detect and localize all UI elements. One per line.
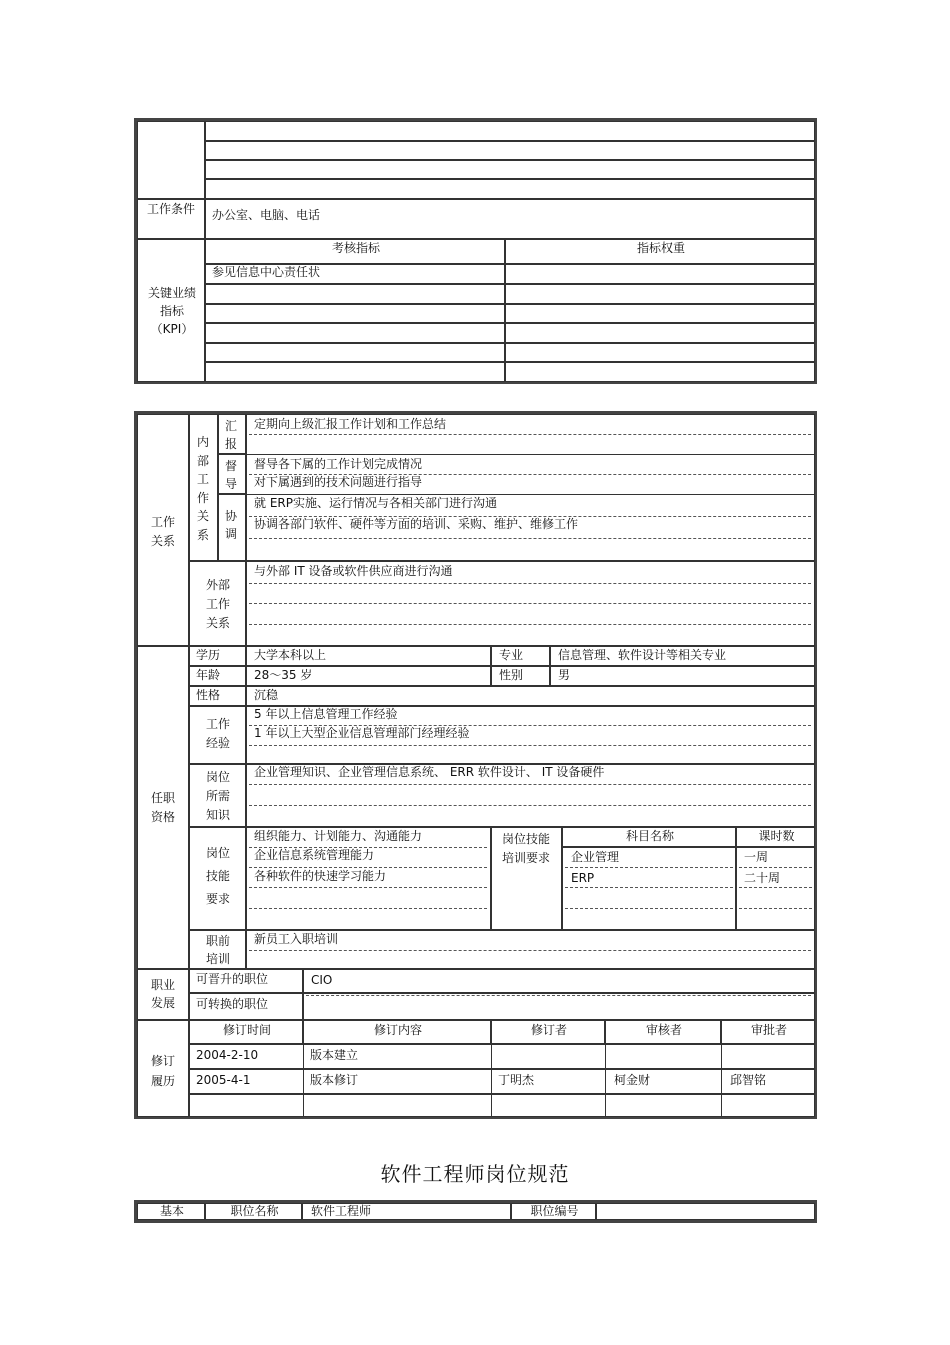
kpi-row	[205, 304, 505, 323]
rev-row-2-content: 版本修订	[310, 1073, 359, 1087]
transfer-label: 可转换的职位	[196, 997, 269, 1011]
rev-row-2-date: 2005-4-1	[196, 1073, 251, 1087]
rev-row-2-approve: 邱智铭	[730, 1073, 767, 1087]
supervise-text-1: 督导各下属的工作计划完成情况	[254, 457, 423, 471]
pre-training-label: 职前培训	[205, 934, 230, 966]
blank-row	[205, 179, 815, 199]
rev-row-1-date: 2004-2-10	[196, 1048, 259, 1062]
age-label: 年龄	[196, 668, 221, 682]
sex-value: 男	[558, 668, 571, 682]
coordinate-label-cell	[218, 494, 246, 561]
kpi-row-weight	[505, 264, 815, 284]
hours-header-text: 课时数	[758, 829, 795, 843]
character-value: 沉稳	[254, 688, 279, 702]
kpi-row-weight	[505, 304, 815, 323]
rev-time-header-text: 修订时间	[222, 1023, 271, 1037]
kpi-row	[205, 362, 505, 382]
training-label: 岗位技能培训要求	[502, 832, 551, 865]
supervise-label-cell	[218, 454, 246, 494]
subject-header	[562, 827, 736, 847]
sex-value-cell	[550, 666, 815, 686]
rev-time-header	[189, 1020, 303, 1044]
major-label: 专业	[499, 648, 524, 662]
age-value: 28～35 岁	[254, 668, 313, 682]
external-label: 外部工作关系	[205, 578, 230, 630]
pre-training-value: 新员工入职培训	[254, 932, 339, 946]
blank-row	[205, 121, 815, 141]
character-label-cell	[189, 686, 246, 706]
career-label: 职业发展	[150, 978, 175, 1010]
report-label-cell	[218, 414, 246, 454]
skill-text-2: 企业信息系统管理能力	[254, 848, 375, 862]
kpi-index-header	[205, 239, 505, 264]
knowledge-label: 岗位所需知识	[205, 770, 230, 822]
experience-text-2: 1 年以上大型企业信息管理部门经理经验	[254, 726, 470, 740]
position-no-label-cell	[511, 1203, 596, 1220]
knowledge-text: 企业管理知识、企业管理信息系统、 ERR 软件设计、 IT 设备硬件	[254, 765, 605, 779]
job-table-main	[134, 411, 817, 1119]
hours-2: 二十周	[744, 871, 781, 885]
rev-content-header	[303, 1020, 491, 1044]
position-no-value-cell	[596, 1203, 815, 1220]
rev-row-2-by: 丁明杰	[498, 1073, 535, 1087]
subject-2: ERP	[571, 871, 595, 885]
kpi-row-weight	[505, 343, 815, 362]
experience-label: 工作经验	[205, 717, 230, 750]
coordinate-text-2: 协调各部门软件、硬件等方面的培训、采购、维护、维修工作	[254, 517, 579, 531]
blank-row	[205, 141, 815, 160]
kpi-row	[205, 264, 505, 284]
subject-header-text: 科目名称	[625, 829, 674, 843]
transfer-value-cell	[303, 993, 815, 1020]
report-label: 汇报	[224, 419, 237, 451]
hours-1: 一周	[744, 850, 769, 864]
kpi-row-weight	[505, 323, 815, 343]
promote-label: 可晋升的职位	[196, 972, 269, 986]
internal-label: 内部工作关系	[196, 435, 209, 542]
rev-row-2-check: 柯金财	[614, 1073, 651, 1087]
kpi-label-cell	[137, 239, 205, 382]
work-condition-value: 办公室、电脑、电话	[212, 208, 321, 222]
job-table-top	[134, 118, 817, 384]
coordinate-label: 协调	[224, 509, 237, 541]
qualification-label-cell	[137, 646, 189, 969]
kpi-row-weight	[505, 362, 815, 382]
skill-label-cell	[189, 827, 246, 930]
major-value: 信息管理、软件设计等相关专业	[558, 648, 727, 662]
external-text: 与外部 IT 设备或软件供应商进行沟通	[254, 564, 453, 578]
revision-label-cell	[137, 1020, 189, 1117]
rev-content-header-text: 修订内容	[373, 1023, 422, 1037]
training-label-cell	[491, 827, 562, 930]
work-relation-label-cell	[137, 414, 189, 646]
major-value-cell	[550, 646, 815, 666]
rev-by-header-text: 修订者	[530, 1023, 567, 1037]
kpi-row-weight	[505, 284, 815, 304]
kpi-row	[205, 343, 505, 362]
rev-approve-header-text: 审批者	[750, 1023, 787, 1037]
transfer-label-cell	[189, 993, 303, 1020]
report-text: 定期向上级汇报工作计划和工作总结	[254, 417, 447, 431]
character-label: 性格	[196, 688, 221, 702]
position-name-value-cell	[302, 1203, 511, 1220]
promote-label-cell	[189, 969, 303, 993]
rev-check-header	[605, 1020, 721, 1044]
position-no-label: 职位编号	[530, 1204, 579, 1218]
kpi-row	[205, 284, 505, 304]
knowledge-label-cell	[189, 764, 246, 827]
internal-label-cell	[189, 414, 218, 561]
position-name-label-cell	[205, 1203, 302, 1220]
sex-label: 性别	[499, 668, 524, 682]
kpi-weight-header-text: 指标权重	[636, 241, 685, 255]
work-condition-label: 工作条件	[146, 202, 195, 216]
basic-label: 基本	[159, 1204, 184, 1218]
edu-value: 大学本科以上	[254, 648, 327, 662]
experience-text-1: 5 年以上信息管理工作经验	[254, 707, 398, 721]
revision-label: 修订履历	[150, 1054, 175, 1088]
hours-header	[736, 827, 815, 847]
skill-label: 岗位技能要求	[205, 846, 230, 906]
rev-row-1-content: 版本建立	[310, 1048, 359, 1062]
character-value-cell	[246, 686, 815, 706]
work-condition-value-cell	[205, 199, 815, 239]
work-relation-label: 工作关系	[150, 515, 175, 548]
supervise-label: 督导	[224, 459, 237, 491]
external-label-cell	[189, 561, 246, 646]
sex-label-cell	[491, 666, 550, 686]
edu-value-cell	[246, 646, 491, 666]
age-value-cell	[246, 666, 491, 686]
career-label-cell	[137, 969, 189, 1020]
experience-label-cell	[189, 706, 246, 764]
blank-label-cell	[137, 121, 205, 199]
kpi-weight-header	[505, 239, 815, 264]
rev-check-header-text: 审核者	[645, 1023, 682, 1037]
coordinate-text-1: 就 ERP实施、运行情况与各相关部门进行沟通	[254, 496, 497, 510]
promote-value-cell	[303, 969, 815, 993]
basic-info-table	[134, 1200, 817, 1223]
supervise-text-2: 对下属遇到的技术问题进行指导	[254, 475, 423, 489]
major-label-cell	[491, 646, 550, 666]
skill-text-3: 各种软件的快速学习能力	[254, 869, 387, 883]
edu-label: 学历	[196, 648, 221, 662]
skill-text-1: 组织能力、计划能力、沟通能力	[254, 829, 423, 843]
position-name-label: 职位名称	[230, 1204, 279, 1218]
blank-row	[205, 160, 815, 179]
position-name-value: 软件工程师	[311, 1204, 372, 1218]
kpi-row	[205, 323, 505, 343]
subject-1: 企业管理	[571, 850, 620, 864]
promote-value: CIO	[311, 973, 333, 987]
age-label-cell	[189, 666, 246, 686]
kpi-index-header-text: 考核指标	[331, 241, 380, 255]
pre-training-label-cell	[189, 930, 246, 969]
qualification-label: 任职资格	[150, 791, 175, 824]
basic-label-cell	[137, 1203, 205, 1220]
kpi-row-text: 参见信息中心责任状	[212, 265, 321, 279]
kpi-label: 关键业绩指标（KPI）	[147, 286, 196, 336]
edu-label-cell	[189, 646, 246, 666]
work-condition-label-cell	[137, 199, 205, 239]
rev-by-header	[491, 1020, 605, 1044]
page-title: 软件工程师岗位规范	[380, 1162, 570, 1186]
rev-approve-header	[721, 1020, 815, 1044]
